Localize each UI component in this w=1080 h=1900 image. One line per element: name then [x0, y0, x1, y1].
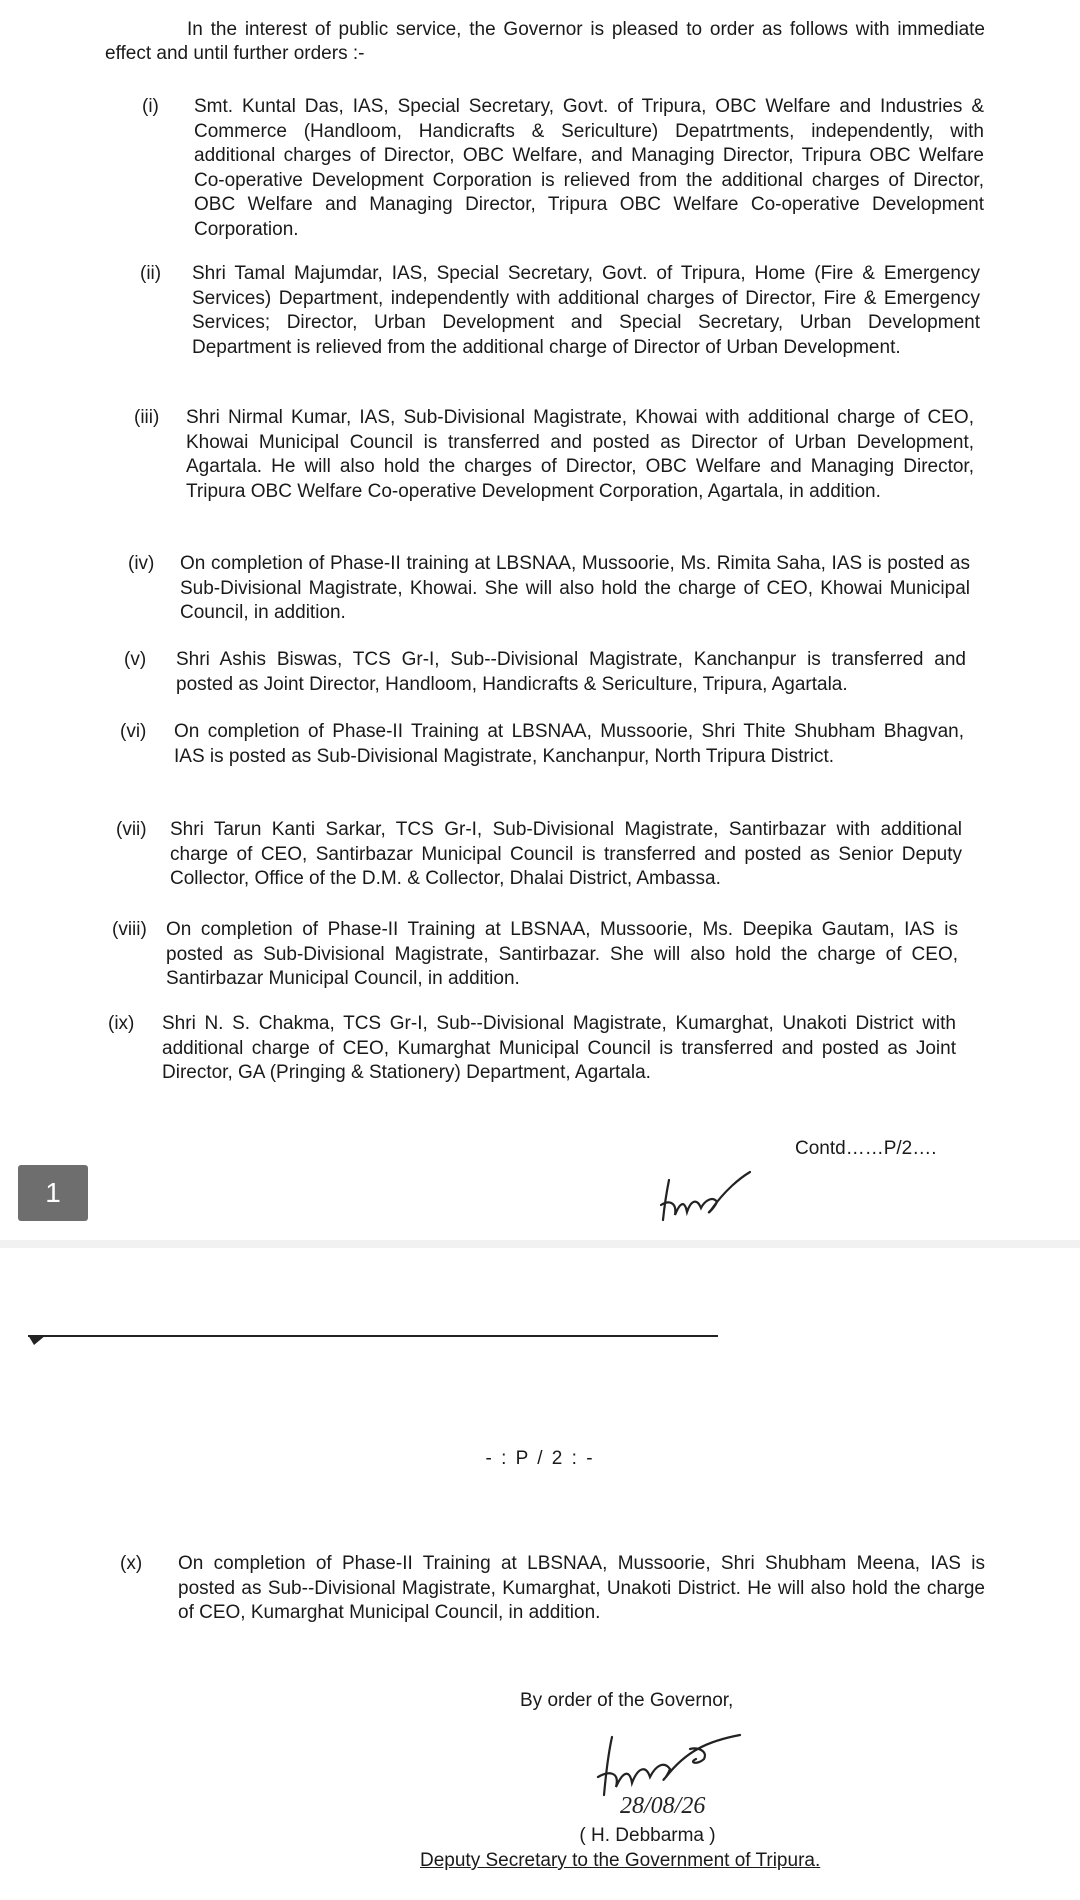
page-separator	[0, 1240, 1080, 1248]
item-text: Shri Nirmal Kumar, IAS, Sub-Divisional Magistrate, Khowai with additional charge of CEO, Khowai Municipal Council is transferred and posted as Director of Urban Development, Agartala. He will also hold the charges of Director, OBC Welfare and Managing Director, Tripura OBC Welfare Co-operative Development Corporation, Agartala, in addition.	[186, 407, 974, 502]
item-number: (iv)	[128, 553, 155, 574]
page-2-label: - : P / 2 : -	[485, 1448, 595, 1469]
signer-title: Deputy Secretary to the Government of Tripura.	[420, 1850, 821, 1871]
signer-name: ( H. Debbarma )	[579, 1825, 716, 1846]
item-number: (ii)	[140, 263, 162, 284]
item-number: (vi)	[120, 721, 147, 742]
item-number: (x)	[120, 1553, 143, 1574]
order-intro: In the interest of public service, the Governor is pleased to order as follows with immediate effect and until further orders :-	[105, 19, 985, 64]
item-text: Shri N. S. Chakma, TCS Gr-I, Sub--Divisional Magistrate, Kumarghat, Unakoti District with additional charge of CEO, Kumarghat Municipal Council is transferred and posted as Joint Director, GA (Pringing & Stationery) Department, Agartala.	[162, 1013, 956, 1083]
item-text: On completion of Phase-II Training at LBSNAA, Mussoorie, Shri Shubham Meena, IAS is posted as Sub--Divisional Magistrate, Kumarghat, Unakoti District. He will also hold the charge of CEO, Kumarghat Municipal Council, in addition.	[178, 1553, 985, 1623]
item-text: On completion of Phase-II Training at LBSNAA, Mussoorie, Ms. Deepika Gautam, IAS is posted as Sub-Divisional Magistrate, Santirbazar. She will also hold the charge of CEO, Santirbazar Municipal Council, in addition.	[166, 919, 958, 989]
rule-tick-mark	[28, 1333, 48, 1347]
item-text: Shri Tarun Kanti Sarkar, TCS Gr-I, Sub-Divisional Magistrate, Santirbazar with additional charge of CEO, Santirbazar Municipal Council is transferred and posted as Senior Deputy Collector, Office of the D.M. & Collector, Dhalai District, Ambassa.	[170, 819, 962, 889]
item-text: On completion of Phase-II training at LBSNAA, Mussoorie, Ms. Rimita Saha, IAS is posted as Sub-Divisional Magistrate, Khowai. She will also hold the charge of CEO, Khowai Municipal Council, in addition.	[180, 553, 970, 623]
item-number: (vii)	[116, 819, 147, 840]
page-number-badge[interactable]: 1	[18, 1165, 88, 1221]
item-number: (i)	[142, 96, 159, 117]
signature-date: 28/08/26	[620, 1793, 706, 1819]
item-number: (v)	[124, 649, 147, 670]
item-text: On completion of Phase-II Training at LBSNAA, Mussoorie, Shri Thite Shubham Bhagvan, IAS is posted as Sub-Divisional Magistrate, Kanchanpur, North Tripura District.	[174, 721, 964, 767]
item-text: Shri Ashis Biswas, TCS Gr-I, Sub--Divisional Magistrate, Kanchanpur is transferred and posted as Joint Director, Handloom, Handicrafts & Sericulture, Tripura, Agartala.	[176, 649, 966, 695]
item-number: (viii)	[112, 919, 147, 940]
item-number: (iii)	[134, 407, 160, 428]
closing-line: By order of the Governor,	[520, 1690, 734, 1711]
horizontal-rule	[28, 1335, 718, 1337]
continuation-note: Contd……P/2….	[795, 1138, 937, 1159]
item-text: Shri Tamal Majumdar, IAS, Special Secretary, Govt. of Tripura, Home (Fire & Emergency Services) Department, independently with additional charges of Director, Fire & Emergency Services; Director, Urban Development and Special Secretary, Urban Development Department is relieved from the additional charge of Director of Urban Development.	[192, 263, 980, 358]
handwritten-initials-icon	[655, 1160, 755, 1230]
handwritten-signature-icon	[590, 1725, 770, 1825]
item-text: Smt. Kuntal Das, IAS, Special Secretary, Govt. of Tripura, OBC Welfare and Industries & Commerce (Handloom, Handicrafts & Sericulture) Depatrtments, independently, with additional charges of Director, OBC Welfare, and Managing Director, Tripura OBC Welfare Co-operative Development Corporation is relieved from the additional charges of Director, OBC Welfare and Managing Director, Tripura OBC Welfare Co-operative Development Corporation.	[194, 96, 984, 240]
item-number: (ix)	[108, 1013, 135, 1034]
